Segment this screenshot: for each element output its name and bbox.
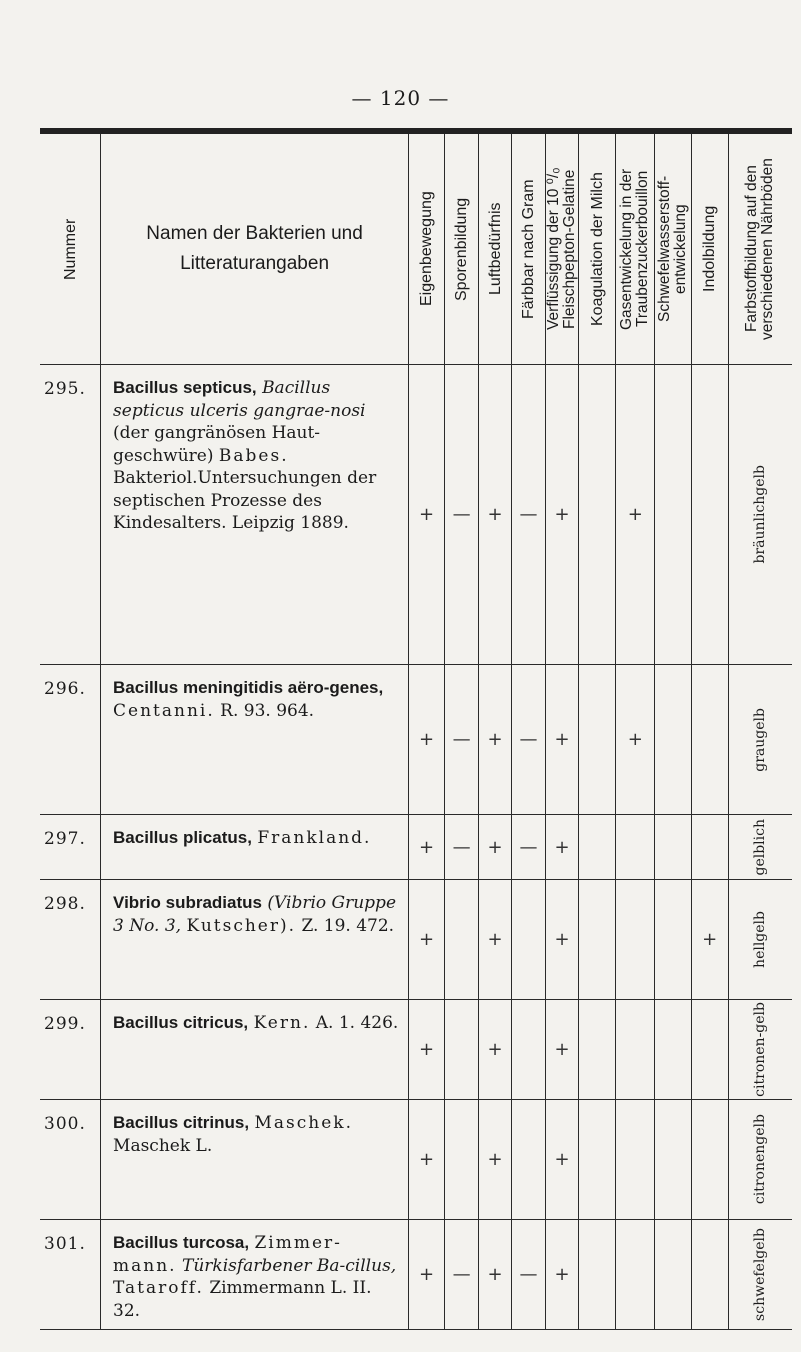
header-nummer: Nummer: [40, 131, 101, 365]
color-cell: [728, 815, 792, 880]
result-mark: +: [691, 880, 728, 1000]
result-mark: —: [512, 665, 546, 815]
result-mark: +: [409, 1000, 445, 1100]
result-mark: +: [479, 815, 512, 880]
header-verfluessigung: Verflüssigung der 10 ⁰/₀ Fleischpepton-Gelatine: [546, 131, 579, 365]
entry-text: Kutscher).: [186, 915, 297, 936]
result-mark: [578, 1100, 615, 1220]
result-mark: [655, 880, 691, 1000]
entry-text: Bakteriol.Untersuchungen der septischen Prozesse des Kindesalters. Leipzig 1889.: [113, 468, 377, 533]
result-mark: [512, 1000, 546, 1100]
color-value: hellgelb: [751, 911, 768, 968]
header-eigenbewegung: Eigenbewegung: [409, 131, 445, 365]
result-mark: +: [409, 1100, 445, 1220]
result-mark: [616, 1000, 655, 1100]
result-mark: +: [409, 665, 445, 815]
color-value: citronen-gelb: [751, 1002, 768, 1097]
table-row: [40, 1220, 792, 1330]
result-mark: [691, 1100, 728, 1220]
result-mark: [445, 880, 479, 1000]
result-mark: —: [445, 365, 479, 665]
result-mark: +: [546, 1000, 579, 1100]
result-mark: [691, 815, 728, 880]
header-koagulation: Koagulation der Milch: [578, 131, 615, 365]
result-mark: [578, 365, 615, 665]
bacterium-name: Bacillus meningitidis aëro-genes,: [113, 678, 384, 697]
result-mark: [655, 365, 691, 665]
result-mark: +: [546, 880, 579, 1000]
result-mark: [655, 815, 691, 880]
row-number: 297.: [40, 815, 101, 880]
entry-text: Bacillus septicus ulceris gangrae-nosi: [113, 378, 366, 421]
entry-text: Zimmermann L. II. 32.: [113, 1278, 372, 1321]
header-faerbbar: Färbbar nach Gram: [512, 131, 546, 365]
bacterium-name: Bacillus septicus,: [113, 378, 257, 397]
color-cell: [728, 365, 792, 665]
header-indol: Indolbildung: [691, 131, 728, 365]
header-luftbeduerfnis: Luftbedürfnis: [479, 131, 512, 365]
result-mark: [616, 880, 655, 1000]
table-row: [40, 1000, 792, 1100]
entry-text: Türkisfarbener Ba-cillus,: [182, 1255, 397, 1276]
header-row: [40, 131, 792, 365]
entry-text: Tataroff.: [113, 1278, 204, 1298]
page-number: — 120 —: [351, 86, 450, 110]
result-mark: +: [479, 1100, 512, 1220]
result-mark: [512, 1100, 546, 1220]
result-mark: +: [409, 880, 445, 1000]
result-mark: [691, 1220, 728, 1330]
result-mark: —: [445, 1220, 479, 1330]
color-value: graugelb: [751, 707, 768, 772]
result-mark: +: [479, 1220, 512, 1330]
color-value: citronengelb: [751, 1114, 768, 1205]
result-mark: [578, 1220, 615, 1330]
entry-text: Maschek L.: [113, 1135, 213, 1156]
result-mark: +: [546, 665, 579, 815]
row-number: 298.: [40, 880, 101, 1000]
table-row: [40, 665, 792, 815]
bacterium-name: Bacillus plicatus,: [113, 828, 252, 847]
row-number: 300.: [40, 1100, 101, 1220]
result-mark: [578, 1000, 615, 1100]
bacterium-entry: [101, 1100, 409, 1220]
result-mark: [512, 880, 546, 1000]
result-mark: —: [445, 815, 479, 880]
result-mark: +: [546, 365, 579, 665]
entry-text: Z. 19. 472.: [301, 915, 395, 936]
color-cell: [728, 665, 792, 815]
result-mark: [691, 665, 728, 815]
result-mark: [578, 815, 615, 880]
bacterium-name: Bacillus turcosa,: [113, 1233, 250, 1252]
bacteria-table: [40, 128, 792, 1330]
entry-text: Centanni.: [113, 700, 215, 721]
color-cell: [728, 1220, 792, 1330]
entry-text: (der gangränösen Haut-geschwüre): [113, 423, 321, 466]
result-mark: [578, 880, 615, 1000]
row-number: 299.: [40, 1000, 101, 1100]
result-mark: +: [479, 365, 512, 665]
entry-text: A. 1. 426.: [315, 1013, 399, 1033]
entry-text: Kern.: [253, 1013, 311, 1033]
entry-text: Zimmer-mann.: [113, 1233, 342, 1276]
result-mark: [616, 1100, 655, 1220]
result-mark: +: [479, 1000, 512, 1100]
result-mark: [655, 665, 691, 815]
bacterium-name: Bacillus citrinus,: [113, 1113, 250, 1132]
result-mark: —: [445, 665, 479, 815]
result-mark: +: [479, 880, 512, 1000]
row-number: 295.: [40, 365, 101, 665]
result-mark: —: [512, 815, 546, 880]
result-mark: [655, 1220, 691, 1330]
result-mark: +: [546, 815, 579, 880]
header-gasentwickelung: Gasentwickelung in der Traubenzuckerbouillon: [616, 131, 655, 365]
color-value: schwefelgelb: [751, 1228, 768, 1321]
bacterium-entry: [101, 815, 409, 880]
row-number: 301.: [40, 1220, 101, 1330]
color-value: gelblich: [751, 818, 768, 876]
result-mark: +: [409, 365, 445, 665]
result-mark: +: [479, 665, 512, 815]
result-mark: [655, 1100, 691, 1220]
color-cell: [728, 1100, 792, 1220]
result-mark: +: [616, 665, 655, 815]
result-mark: [578, 665, 615, 815]
result-mark: [616, 1220, 655, 1330]
result-mark: [691, 1000, 728, 1100]
bacterium-entry: [101, 1000, 409, 1100]
result-mark: +: [409, 815, 445, 880]
bacterium-name: Vibrio subradiatus: [113, 893, 262, 912]
result-mark: —: [512, 1220, 546, 1330]
header-namen: Namen der Bakterien und Litteraturangaben: [101, 131, 409, 365]
table-row: [40, 880, 792, 1000]
table-row: [40, 1100, 792, 1220]
table-row: [40, 815, 792, 880]
header-schwefel: Schwefelwasserstoff-entwickelung: [655, 131, 691, 365]
bacterium-entry: [101, 880, 409, 1000]
result-mark: +: [409, 1220, 445, 1330]
result-mark: +: [616, 365, 655, 665]
bacterium-name: Bacillus citricus,: [113, 1013, 249, 1032]
result-mark: [691, 365, 728, 665]
header-sporenbildung: Sporenbildung: [445, 131, 479, 365]
color-cell: [728, 1000, 792, 1100]
entry-text: (Vibrio Gruppe 3 No. 3,: [113, 893, 397, 936]
table-row: [40, 365, 792, 665]
result-mark: [655, 1000, 691, 1100]
result-mark: +: [546, 1220, 579, 1330]
result-mark: —: [512, 365, 546, 665]
entry-text: Maschek.: [254, 1113, 353, 1133]
color-value: bräunlichgelb: [751, 465, 768, 564]
header-farbstoff: Farbstoffbildung auf den verschiedenen Nährböden: [728, 131, 792, 365]
result-mark: +: [546, 1100, 579, 1220]
color-cell: [728, 880, 792, 1000]
bacterium-entry: [101, 665, 409, 815]
bacterium-entry: [101, 365, 409, 665]
bacterium-entry: [101, 1220, 409, 1330]
result-mark: [445, 1100, 479, 1220]
entry-text: Frankland.: [257, 828, 372, 848]
result-mark: [445, 1000, 479, 1100]
row-number: 296.: [40, 665, 101, 815]
entry-text: R. 93. 964.: [220, 700, 315, 721]
entry-text: Babes.: [218, 445, 289, 466]
result-mark: [616, 815, 655, 880]
